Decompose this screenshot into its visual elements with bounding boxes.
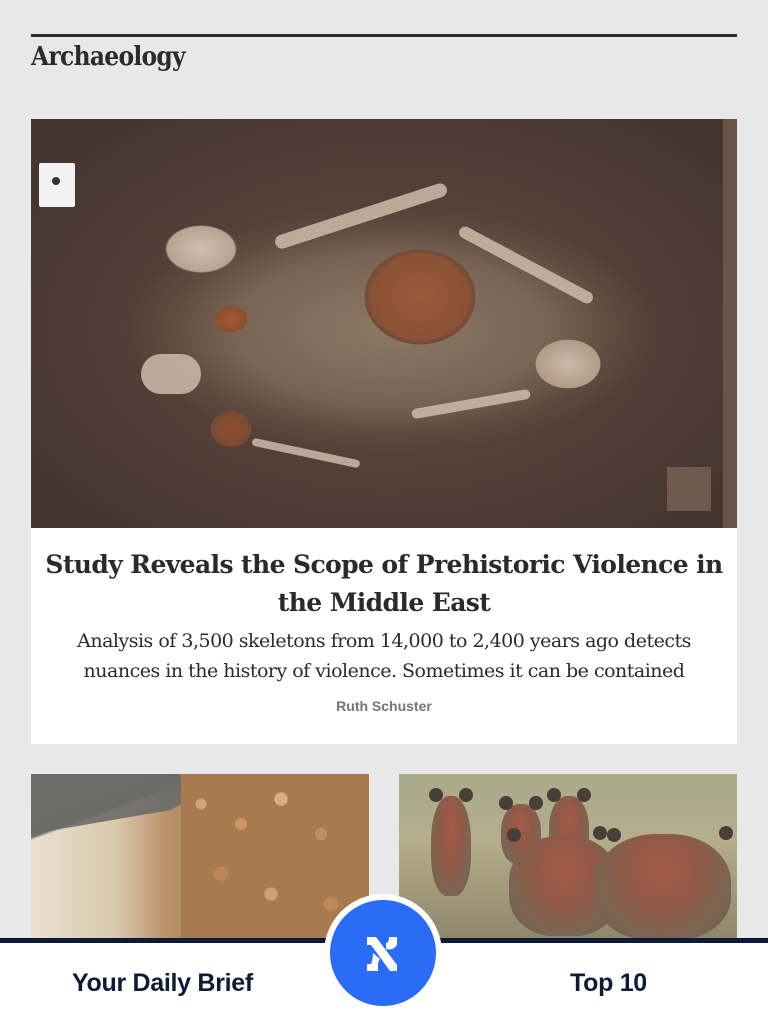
thumbnail-excavation[interactable] (31, 774, 369, 940)
section-divider (31, 34, 737, 37)
hyena-shape (431, 796, 471, 896)
bone-shape (251, 438, 360, 469)
home-logo-button[interactable] (330, 900, 436, 1006)
bone-shape (141, 354, 201, 394)
nav-top-10[interactable]: Top 10 (570, 969, 647, 997)
hyena-shape (595, 834, 731, 940)
aleph-logo-icon (361, 931, 405, 975)
bone-shape (411, 389, 531, 420)
scale-marker (667, 467, 711, 511)
nav-your-daily-brief[interactable]: Your Daily Brief (72, 969, 253, 997)
hero-headline[interactable]: Study Reveals the Scope of Prehistoric Violence in the Middle East (45, 550, 723, 617)
bone-shape (273, 182, 449, 251)
image-edge-strip (723, 119, 737, 528)
bone-shape (457, 224, 595, 305)
hero-summary: Analysis of 3,500 skeletons from 14,000 to 2,400 years ago detects nuances in the history of violence. Sometimes it can be contained (77, 630, 691, 682)
excavation-tag-label (39, 163, 75, 207)
hero-image[interactable] (31, 119, 737, 528)
section-title[interactable]: Archaeology (31, 42, 185, 72)
hero-author[interactable]: Ruth Schuster (336, 698, 432, 714)
hero-article-card[interactable] (31, 119, 737, 744)
thumbnail-hyenas[interactable] (399, 774, 737, 940)
